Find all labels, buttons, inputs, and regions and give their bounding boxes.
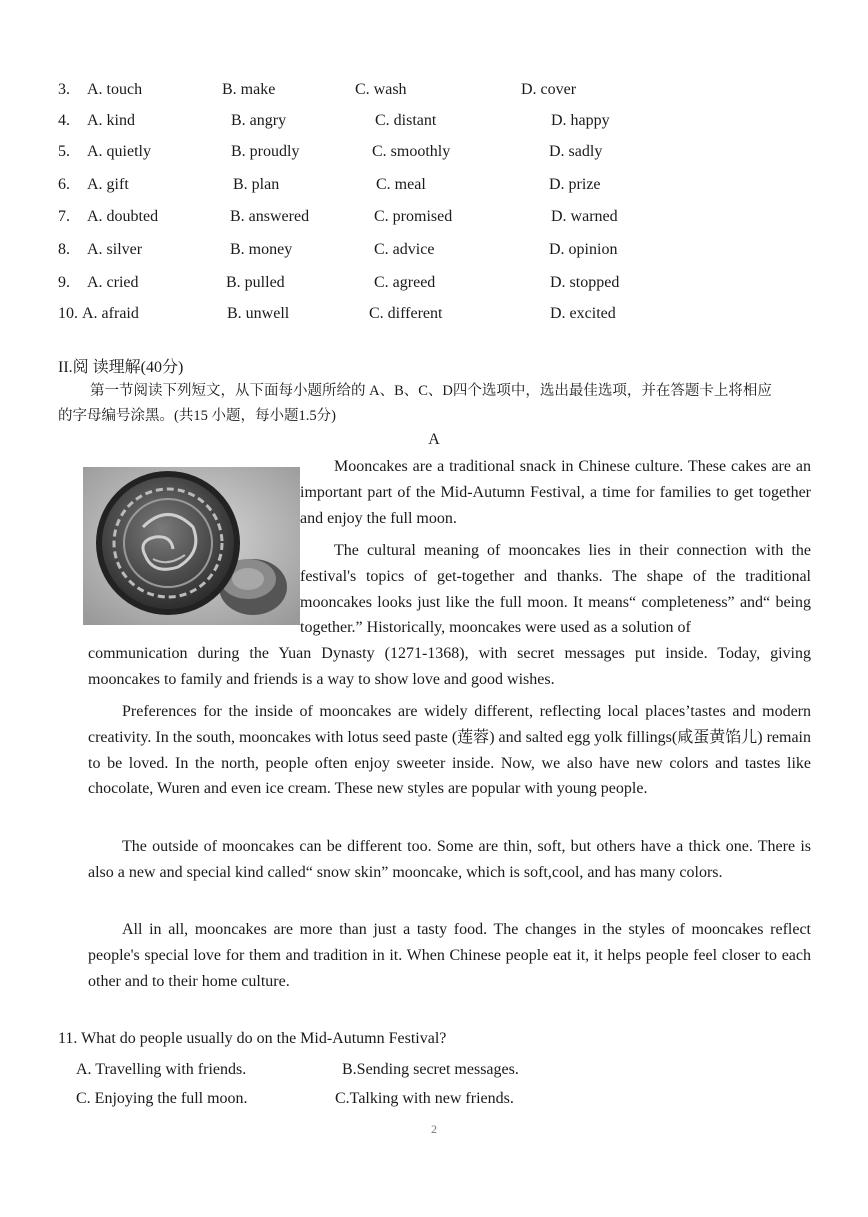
option-d: D. opinion [549,241,618,258]
cloze-option-row [0,174,868,196]
cloze-option-row [0,303,868,325]
option-b: B. angry [231,112,287,129]
option-c: C. smoothly [372,143,451,160]
option-a: A. silver [87,241,143,258]
cloze-option-row [0,239,868,261]
option-c: C. distant [375,112,437,129]
option-d: D. happy [551,112,610,129]
option-b: B. make [222,81,276,98]
passage-title: A [428,431,440,448]
question-number: 7. [58,208,70,225]
option-a: A. quietly [87,143,151,160]
answer-option-c: C. Enjoying the full moon. [76,1090,248,1107]
question-stem: 11. What do people usually do on the Mid-Autumn Festival? [58,1030,447,1047]
option-a: A. cried [87,274,139,291]
option-d: D. cover [521,81,577,98]
cloze-option-row [0,110,868,132]
option-c: C. promised [374,208,453,225]
option-a: A. kind [87,112,135,129]
question-number: 9. [58,274,70,291]
passage-paragraph-5: All in all, mooncakes are more than just a tasty food. The changes in the styles of mooncakes reflect people's special love for them and tradition in it. When Chinese people eat it, it helps people feel closer to each other and to their home culture. [88,921,811,990]
option-d: D. sadly [549,143,603,160]
passage-paragraph-4: The outside of mooncakes can be different too. Some are thin, soft, but others have a thick one. There is also a new and special kind called“ snow skin” mooncake, which is soft,cool, and has many colors. [88,838,811,881]
option-b: B. unwell [227,305,290,322]
answer-option-b: B.Sending secret messages. [342,1061,519,1078]
cloze-option-row [0,272,868,294]
option-a: A. touch [87,81,143,98]
option-c: C. advice [374,241,435,258]
option-d: D. warned [551,208,618,225]
question-number: 4. [58,112,70,129]
cloze-option-row [0,206,868,228]
option-b: B. proudly [231,143,300,160]
question-number: 8. [58,241,70,258]
option-c: C. meal [376,176,426,193]
answer-option-d: C.Talking with new friends. [335,1090,514,1107]
question-number: 10. [58,305,78,322]
option-b: B. plan [233,176,280,193]
option-b: B. answered [230,208,310,225]
option-c: C. agreed [374,274,436,291]
cloze-option-row [0,141,868,163]
option-b: B. pulled [226,274,285,291]
answer-option-a: A. Travelling with friends. [76,1061,247,1078]
section-instruction-cont: 的字母编号涂黑。(共15 小题，每小题1.5分) [58,408,336,424]
option-d: D. stopped [550,274,620,291]
question-number: 3. [58,81,70,98]
option-d: D. prize [549,176,601,193]
section-instruction: 第一节阅读下列短文，从下面每小题所给的 A、B、C、D四个选项中，选出最佳选项，并在答题卡上将相应 [90,383,772,399]
passage-paragraph-3: Preferences for the inside of mooncakes are widely different, reflecting local places’tastes and modern creativity. In the south, mooncakes with lotus seed paste (莲蓉) and salted egg yolk fillings(咸蛋黄馅儿) remain to be loved. In the north, people often enjoy sweeter inside. Now, we also have new colors and tastes like chocolate, Wuren and even ice cream. These new styles are popular with young people. [88,703,811,798]
option-a: A. afraid [82,305,139,322]
question-number: 6. [58,176,70,193]
section-heading: II.阅 读理解(40分) [58,359,184,376]
option-c: C. wash [355,81,407,98]
cloze-option-row [0,79,868,101]
passage-paragraph-1: Mooncakes are a traditional snack in Chinese culture. These cakes are an important part of the Mid-Autumn Festival, a time for families to get together and enjoy the full moon. [300,458,811,527]
question-number: 5. [58,143,70,160]
option-a: A. doubted [87,208,159,225]
option-c: C. different [369,305,443,322]
mooncake-photo-icon [83,467,300,625]
option-a: A. gift [87,176,129,193]
option-d: D. excited [550,305,616,322]
passage-paragraph-2: The cultural meaning of mooncakes lies in their connection with the festival's topics of get-together and thanks. The shape of the traditional mooncakes looks just like the full moon. It means“ completeness” and“ being together.” Historically, mooncakes were used as a solution of [300,542,811,637]
page-number: 2 [431,1122,437,1136]
passage-paragraph-2-continued: communication during the Yuan Dynasty (1271-1368), with secret messages put inside. Today, giving mooncakes to family and friends is a way to show love and good wishes. [88,645,811,688]
option-b: B. money [230,241,293,258]
